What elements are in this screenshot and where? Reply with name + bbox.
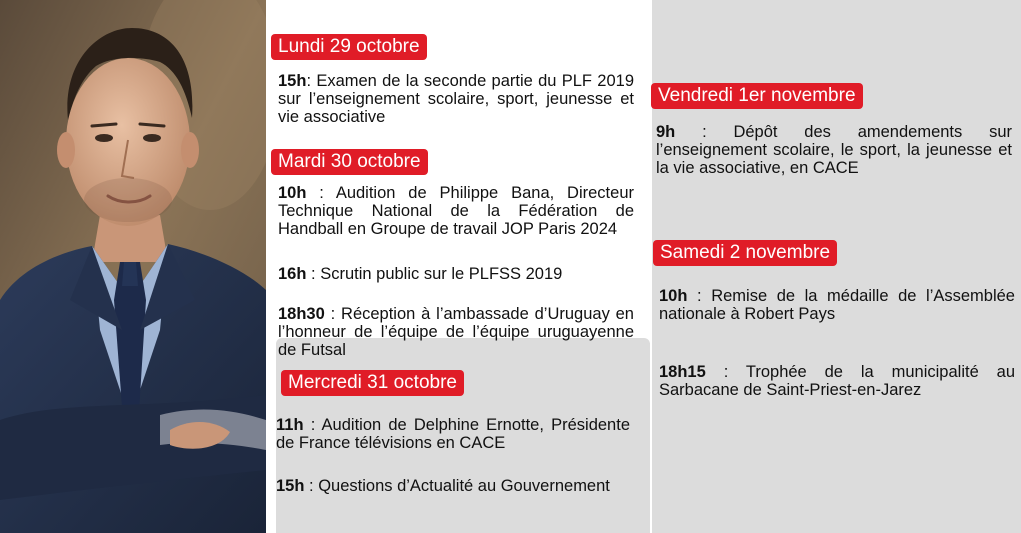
agenda-entry — [278, 184, 634, 238]
entry-text: Trophée de la municipalité au Sarbacane de Saint-Priest-en-Jarez — [659, 363, 1015, 399]
entry-text: Remise de la médaille de l’Assemblée nationale à Robert Pays — [659, 287, 1015, 323]
entry-text: Questions d’Actualité au Gouvernement — [318, 477, 610, 495]
entry-text: Réception à l’ambassade d’Uruguay en l’honneur de l’équipe de l’équipe uruguayenne de Futsal — [278, 305, 634, 359]
agenda-entry — [278, 72, 634, 126]
entry-time: 15h — [276, 477, 305, 495]
entry-separator: : — [687, 287, 712, 305]
entry-separator: : — [303, 416, 322, 434]
entry-time: 10h — [278, 184, 307, 202]
entry-separator: : — [306, 265, 321, 283]
entry-separator: : — [705, 363, 746, 381]
entry-time: 10h — [659, 287, 688, 305]
day-header-saturday: Samedi 2 novembre — [653, 240, 837, 266]
agenda-entry — [656, 123, 1012, 177]
entry-text: Examen de la seconde partie du PLF 2019 sur l’enseignement scolaire, sport, jeunesse et vie associative — [278, 72, 634, 126]
day-header-friday: Vendredi 1er novembre — [651, 83, 863, 109]
right-panel — [652, 0, 1021, 533]
entry-text: Audition de Delphine Ernotte, Présidente de France télévisions en CACE — [276, 416, 630, 452]
entry-text: Dépôt des amendements sur l’enseignement scolaire, le sport, la jeunesse et la vie associative, en CACE — [656, 123, 1012, 177]
agenda-entry — [276, 477, 630, 495]
agenda-entry — [659, 287, 1015, 323]
entry-separator: : — [304, 477, 319, 495]
portrait-illustration — [0, 0, 266, 533]
entry-separator: : — [306, 72, 317, 90]
day-header-tuesday: Mardi 30 octobre — [271, 149, 428, 175]
entry-separator: : — [306, 184, 336, 202]
agenda-entry — [659, 363, 1015, 399]
entry-separator: : — [675, 123, 734, 141]
entry-time: 15h — [278, 72, 307, 90]
entry-text: Audition de Philippe Bana, Directeur Technique National de la Fédération de Handball en Groupe de travail JOP Paris 2024 — [278, 184, 634, 238]
entry-time: 18h30 — [278, 305, 325, 323]
agenda-entry — [278, 265, 634, 283]
entry-time: 9h — [656, 123, 676, 141]
agenda-entry — [276, 416, 630, 452]
entry-text: Scrutin public sur le PLFSS 2019 — [320, 265, 563, 283]
entry-time: 11h — [276, 416, 304, 434]
entry-separator: : — [324, 305, 342, 323]
entry-time: 16h — [278, 265, 307, 283]
entry-time: 18h15 — [659, 363, 706, 381]
day-header-monday: Lundi 29 octobre — [271, 34, 427, 60]
agenda-entry — [278, 305, 634, 359]
day-header-wednesday: Mercredi 31 octobre — [281, 370, 464, 396]
portrait-photo — [0, 0, 266, 533]
